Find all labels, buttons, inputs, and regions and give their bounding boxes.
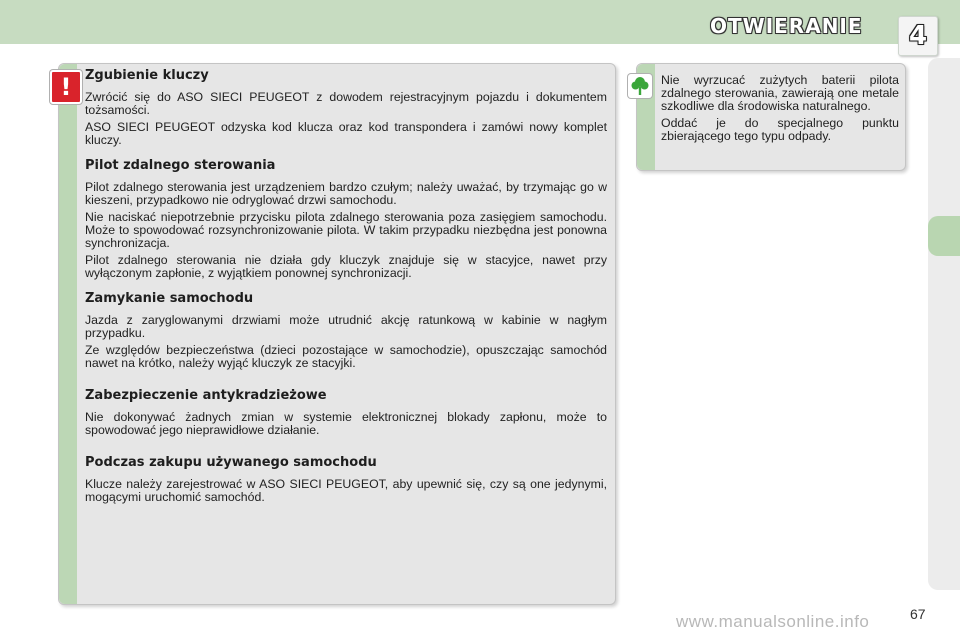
chapter-side-strip: [928, 58, 960, 590]
warning-exclamation-icon: !: [50, 70, 82, 104]
section-remote-control: [85, 158, 607, 280]
section-lost-keys: [85, 68, 607, 147]
page-title: OTWIERANIE: [710, 14, 863, 38]
section-title: Zamykanie samochodu: [85, 291, 254, 306]
section-anti-theft: [85, 388, 607, 437]
section-paragraph: Zwrócić się do ASO SIECI PEUGEOT z dowodem rejestracyjnym pojazdu i dokumentem tożsamości.: [85, 90, 607, 117]
section-title: Zgubienie kluczy: [85, 68, 209, 83]
tree-icon: [628, 74, 652, 98]
section-title: Pilot zdalnego sterowania: [85, 158, 276, 173]
section-paragraph: Pilot zdalnego sterowania jest urządzeniem bardzo czułym; należy uważać, by trzymając go w kieszeni, przypadkowo nie odryglować drzwi samochodu.: [85, 180, 607, 207]
chapter-tab[interactable]: 4: [898, 16, 938, 56]
section-paragraph: Klucze należy zarejestrować w ASO SIECI PEUGEOT, aby upewnić się, czy są one jedynymi, mogącymi uruchomić samochód.: [85, 477, 607, 504]
panel-edge: [59, 64, 77, 604]
section-paragraph: Pilot zdalnego sterowania nie działa gdy kluczyk znajduje się w stacyjce, nawet przy wyłączonym zapłonie, z wyjątkiem ponownej synchronizacji.: [85, 253, 607, 280]
section-paragraph: Nie naciskać niepotrzebnie przycisku pilota zdalnego sterowania poza zasięgiem samochodu. Może to spowodować rozsynchronizowanie pilota. W takim przypadku niezbędna jest ponowna synchronizacja.: [85, 210, 607, 250]
section-title: Podczas zakupu używanego samochodu: [85, 455, 377, 470]
section-title: Zabezpieczenie antykradzieżowe: [85, 388, 327, 403]
eco-paragraph: Oddać je do specjalnego punktu zbierającego tego typu odpady.: [661, 116, 899, 143]
watermark: www.manualsonline.info: [676, 612, 870, 631]
section-paragraph: Nie dokonywać żadnych zmian w systemie elektronicznej blokady zapłonu, może to spowodować jego nieprawidłowe działanie.: [85, 410, 607, 437]
eco-paragraph: Nie wyrzucać zużytych baterii pilota zdalnego sterowania, zawierają one metale szkodliwe dla środowiska naturalnego.: [661, 73, 899, 113]
section-locking-vehicle: [85, 291, 607, 370]
section-used-vehicle: [85, 455, 607, 504]
page-number: 67: [910, 606, 926, 622]
section-paragraph: Ze względów bezpieczeństwa (dzieci pozostające w samochodzie), opuszczając samochód nawet na krótko, należy wyjąć kluczyk ze stacyjki.: [85, 343, 607, 370]
section-paragraph: ASO SIECI PEUGEOT odzyska kod klucza oraz kod transpondera i zamówi nowy komplet kluczy.: [85, 120, 607, 147]
main-info-panel: [58, 63, 616, 605]
section-paragraph: Jazda z zaryglowanymi drzwiami może utrudnić akcję ratunkową w kabinie w nagłym przypadku.: [85, 313, 607, 340]
active-chapter-marker[interactable]: [928, 216, 960, 256]
environment-info-panel: [636, 63, 906, 171]
